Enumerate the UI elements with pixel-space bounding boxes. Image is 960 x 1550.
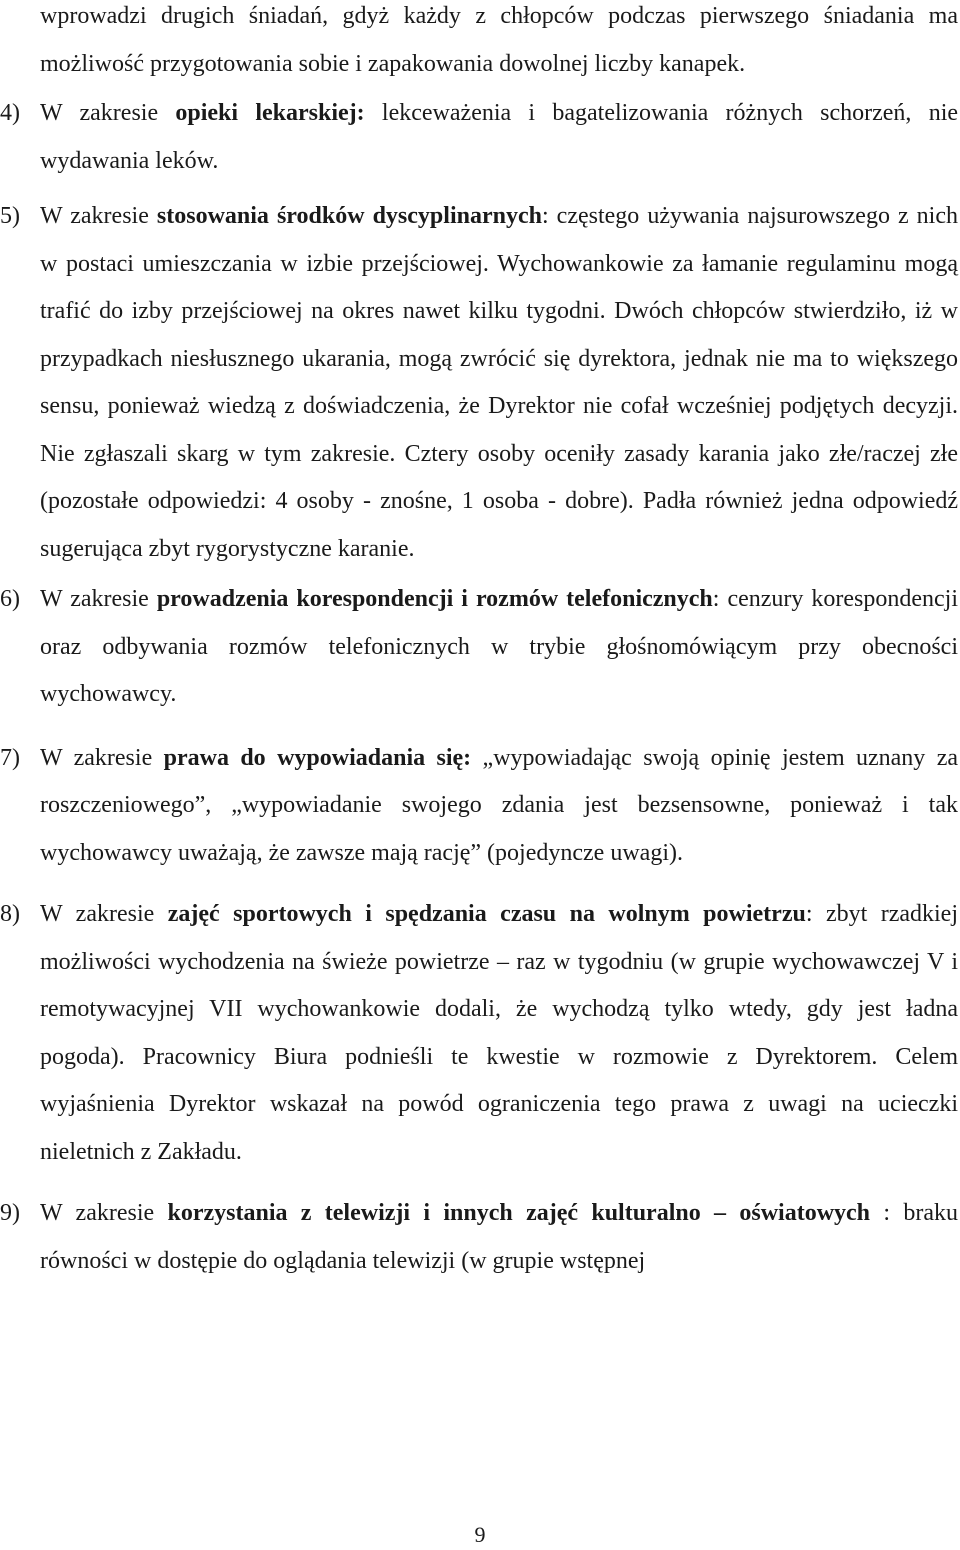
item-topic: prowadzenia korespondencji i rozmów telefonicznych [156,586,713,612]
list-item-8: 8) W zakresie zajęć sportowych i spędzania czasu na wolnym powietrzu: zbyt rzadkiej możliwości wychodzenia na świeże powietrze – raz w tygodniu (w grupie wychowawczej V i remotywacyjnej VII wychowankowie dodali, że wychodzą tylko wtedy, gdy jest ładna pogoda). Pracownicy Biura podnieśli te kwestie w rozmowie z Dyrektorem. Celem wyjaśnienia Dyrektor wskazał na powód ograniczenia tego prawa z uwagi na ucieczki nieletnich z Zakładu. [40,891,958,1176]
continuation-text: wprowadzi drugich śniadań, gdyż każdy z chłopców podczas pierwszego śniadania ma możliwość przygotowania sobie i zapakowania dowolnej liczby kanapek. [40,3,958,77]
item-topic: korzystania z telewizji i innych zajęć kulturalno – oświatowych [167,1200,871,1226]
list-item-6: 6) W zakresie prowadzenia korespondencji i rozmów telefonicznych: cenzury korespondencji oraz odbywania rozmów telefonicznych w trybie głośnomówiącym przy obecności wychowawcy. [40,576,958,719]
item-topic: zajęć sportowych i spędzania czasu na wolnym powietrzu [167,901,806,927]
item-text: : zbyt rzadkiej możliwości wychodzenia na świeże powietrze – raz w tygodniu (w grupie wychowawczej V i remotywacyjnej VII wychowankowie dodali, że wychodzą tylko wtedy, gdy jest ładna pogoda). Pracownicy Biura podnieśli te kwestie w rozmowie z Dyrektorem. Celem wyjaśnienia Dyrektor wskazał na powód ograniczenia tego prawa z uwagi na ucieczki nieletnich z Zakładu. [40,901,958,1165]
item-prefix: W zakresie [40,586,157,612]
item-body [40,1190,958,1285]
item-text: „wypowiadając swoją opinię jestem uznany za roszczeniowego”, „wypowiadanie swojego zdania jest bezsensowne, ponieważ i tak wychowawcy uważają, że zawsze mają rację” (pojedyncze uwagi). [40,744,958,866]
list-item-7: 7) W zakresie prawa do wypowiadania się: „wypowiadając swoją opinię jestem uznany za roszczeniowego”, „wypowiadanie swojego zdania jest bezsensowne, ponieważ i tak wychowawcy uważają, że zawsze mają rację” (pojedyncze uwagi). [40,735,958,878]
item-prefix: W zakresie [40,1200,168,1226]
item-prefix: W zakresie [40,203,157,229]
item-text: lekceważenia i bagatelizowania różnych schorzeń, nie wydawania leków. [40,100,959,174]
item-text: : cenzury korespondencji oraz odbywania rozmów telefonicznych w trybie głośnomówiącym przy obecności wychowawcy. [40,586,959,707]
continuation-paragraph [40,0,958,88]
item-topic: opieki lekarskiej: [175,100,365,126]
item-body [40,576,958,719]
list-item-5: 5) W zakresie stosowania środków dyscyplinarnych: częstego używania najsurowszego z nich w postaci umieszczania w izbie przejściowej. Wychowankowie za łamanie regulaminu mogą trafić do izby przejściowej na okres nawet kilku tygodni. Dwóch chłopców stwierdziło, iż w przypadkach niesłusznego ukarania, mogą zwrócić się dyrektora, jednak nie ma to większego sensu, ponieważ wiedzą z doświadczenia, że Dyrektor nie cofał wcześniej podjętych decyzji. Nie zgłaszali skarg w tym zakresie. Cztery osoby oceniły zasady karania jako złe/raczej złe (pozostałe odpowiedzi: 4 osoby - znośne, 1 osoba - dobre). Padła również jedna odpowiedź sugerująca zbyt rygorystyczne karanie. [40,193,958,573]
item-topic: stosowania środków dyscyplinarnych [156,203,542,229]
list-item-9: 9) W zakresie korzystania z telewizji i innych zajęć kulturalno – oświatowych : braku równości w dostępie do oglądania telewizji (w grupie wstępnej [40,1190,958,1285]
item-text: : braku równości w dostępie do oglądania telewizji (w grupie wstępnej [40,1200,959,1274]
item-body [40,891,958,1176]
item-prefix: W zakresie [40,100,176,126]
list-item-4: 4) W zakresie opieki lekarskiej: lekceważenia i bagatelizowania różnych schorzeń, nie wydawania leków. [40,90,958,185]
item-text: : częstego używania najsurowszego z nich w postaci umieszczania w izbie przejściowej. Wychowankowie za łamanie regulaminu mogą trafić do izby przejściowej na okres nawet kilku tygodni. Dwóch chłopców stwierdziło, iż w przypadkach niesłusznego ukarania, mogą zwrócić się dyrektora, jednak nie ma to większego sensu, ponieważ wiedzą z doświadczenia, że Dyrektor nie cofał wcześniej podjętych decyzji. Nie zgłaszali skarg w tym zakresie. Cztery osoby oceniły zasady karania jako złe/raczej złe (pozostałe odpowiedzi: 4 osoby - znośne, 1 osoba - dobre). Padła również jedna odpowiedź sugerująca zbyt rygorystyczne karanie. [40,203,959,562]
item-prefix: W zakresie [40,901,168,927]
page-number: 9 [474,1522,486,1547]
item-body [40,193,958,573]
item-body [40,90,958,185]
item-prefix: W zakresie [40,744,164,771]
item-body [40,735,958,878]
item-topic: prawa do wypowiadania się: [163,744,472,771]
